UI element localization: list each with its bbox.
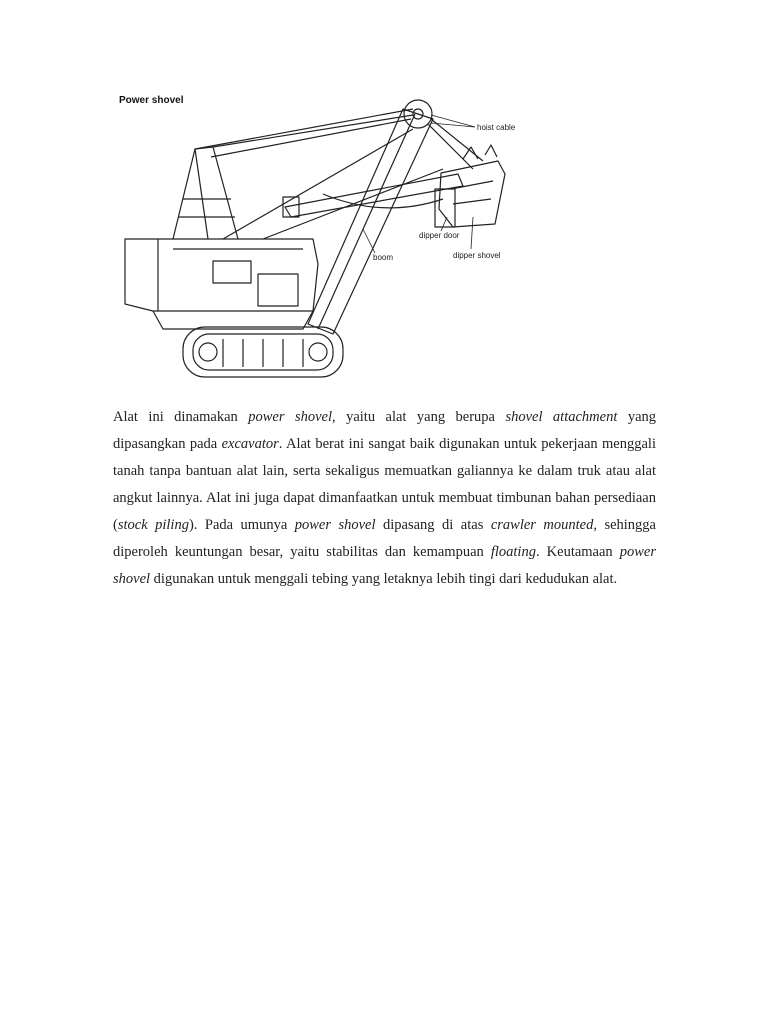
machine-house: [125, 239, 318, 311]
label-dipper-door: dipper door: [419, 231, 460, 240]
italic-term: power shovel: [248, 409, 332, 425]
text-run: yang dipasangkan pada: [113, 409, 657, 452]
body-paragraph: [113, 404, 656, 593]
italic-term: power shovel: [294, 517, 376, 533]
figure-title: Power shovel: [119, 95, 184, 106]
text-run: ). Pada umunya: [188, 517, 295, 533]
power-shovel-drawing: [113, 89, 530, 399]
italic-term: floating: [490, 544, 536, 560]
text-run: , sehingga diperoleh keuntungan besar, yaitu stabilitas dan kemampuan: [113, 517, 656, 560]
support-cable: [195, 109, 413, 149]
italic-term: shovel attachment: [505, 409, 618, 425]
text-run: dipasang di atas: [375, 517, 491, 533]
italic-term: stock piling: [117, 517, 189, 533]
dipper-bucket: [439, 161, 505, 227]
text-run: digunakan untuk menggali tebing yang letaknya lebih tingi dari kedudukan alat.: [150, 571, 618, 587]
hoist-cable-line: [428, 124, 473, 169]
label-hoist-cable: hoist cable: [477, 123, 516, 132]
italic-term: excavator: [221, 436, 279, 452]
italic-term: power shovel: [113, 544, 656, 587]
text-run: . Alat berat ini sangat baik digunakan untuk pekerjaan menggali tanah tanpa bantuan alat lain, serta sekaligus memuatkan galiannya ke dalam truk atau alat angkut lainnya. Alat ini juga dapat dimanfaatkan untuk membuat timbunan bahan persediaan (: [113, 436, 656, 533]
text-run: Alat ini dinamakan: [113, 409, 249, 425]
label-dipper-shovel: dipper shovel: [453, 251, 501, 260]
label-boom: boom: [373, 253, 394, 262]
text-run: , yaitu alat yang berupa: [332, 409, 506, 425]
boom: [308, 109, 433, 334]
italic-term: crawler mounted: [490, 517, 594, 533]
power-shovel-figure: [113, 89, 530, 399]
text-run: . Keutamaan: [535, 544, 620, 560]
